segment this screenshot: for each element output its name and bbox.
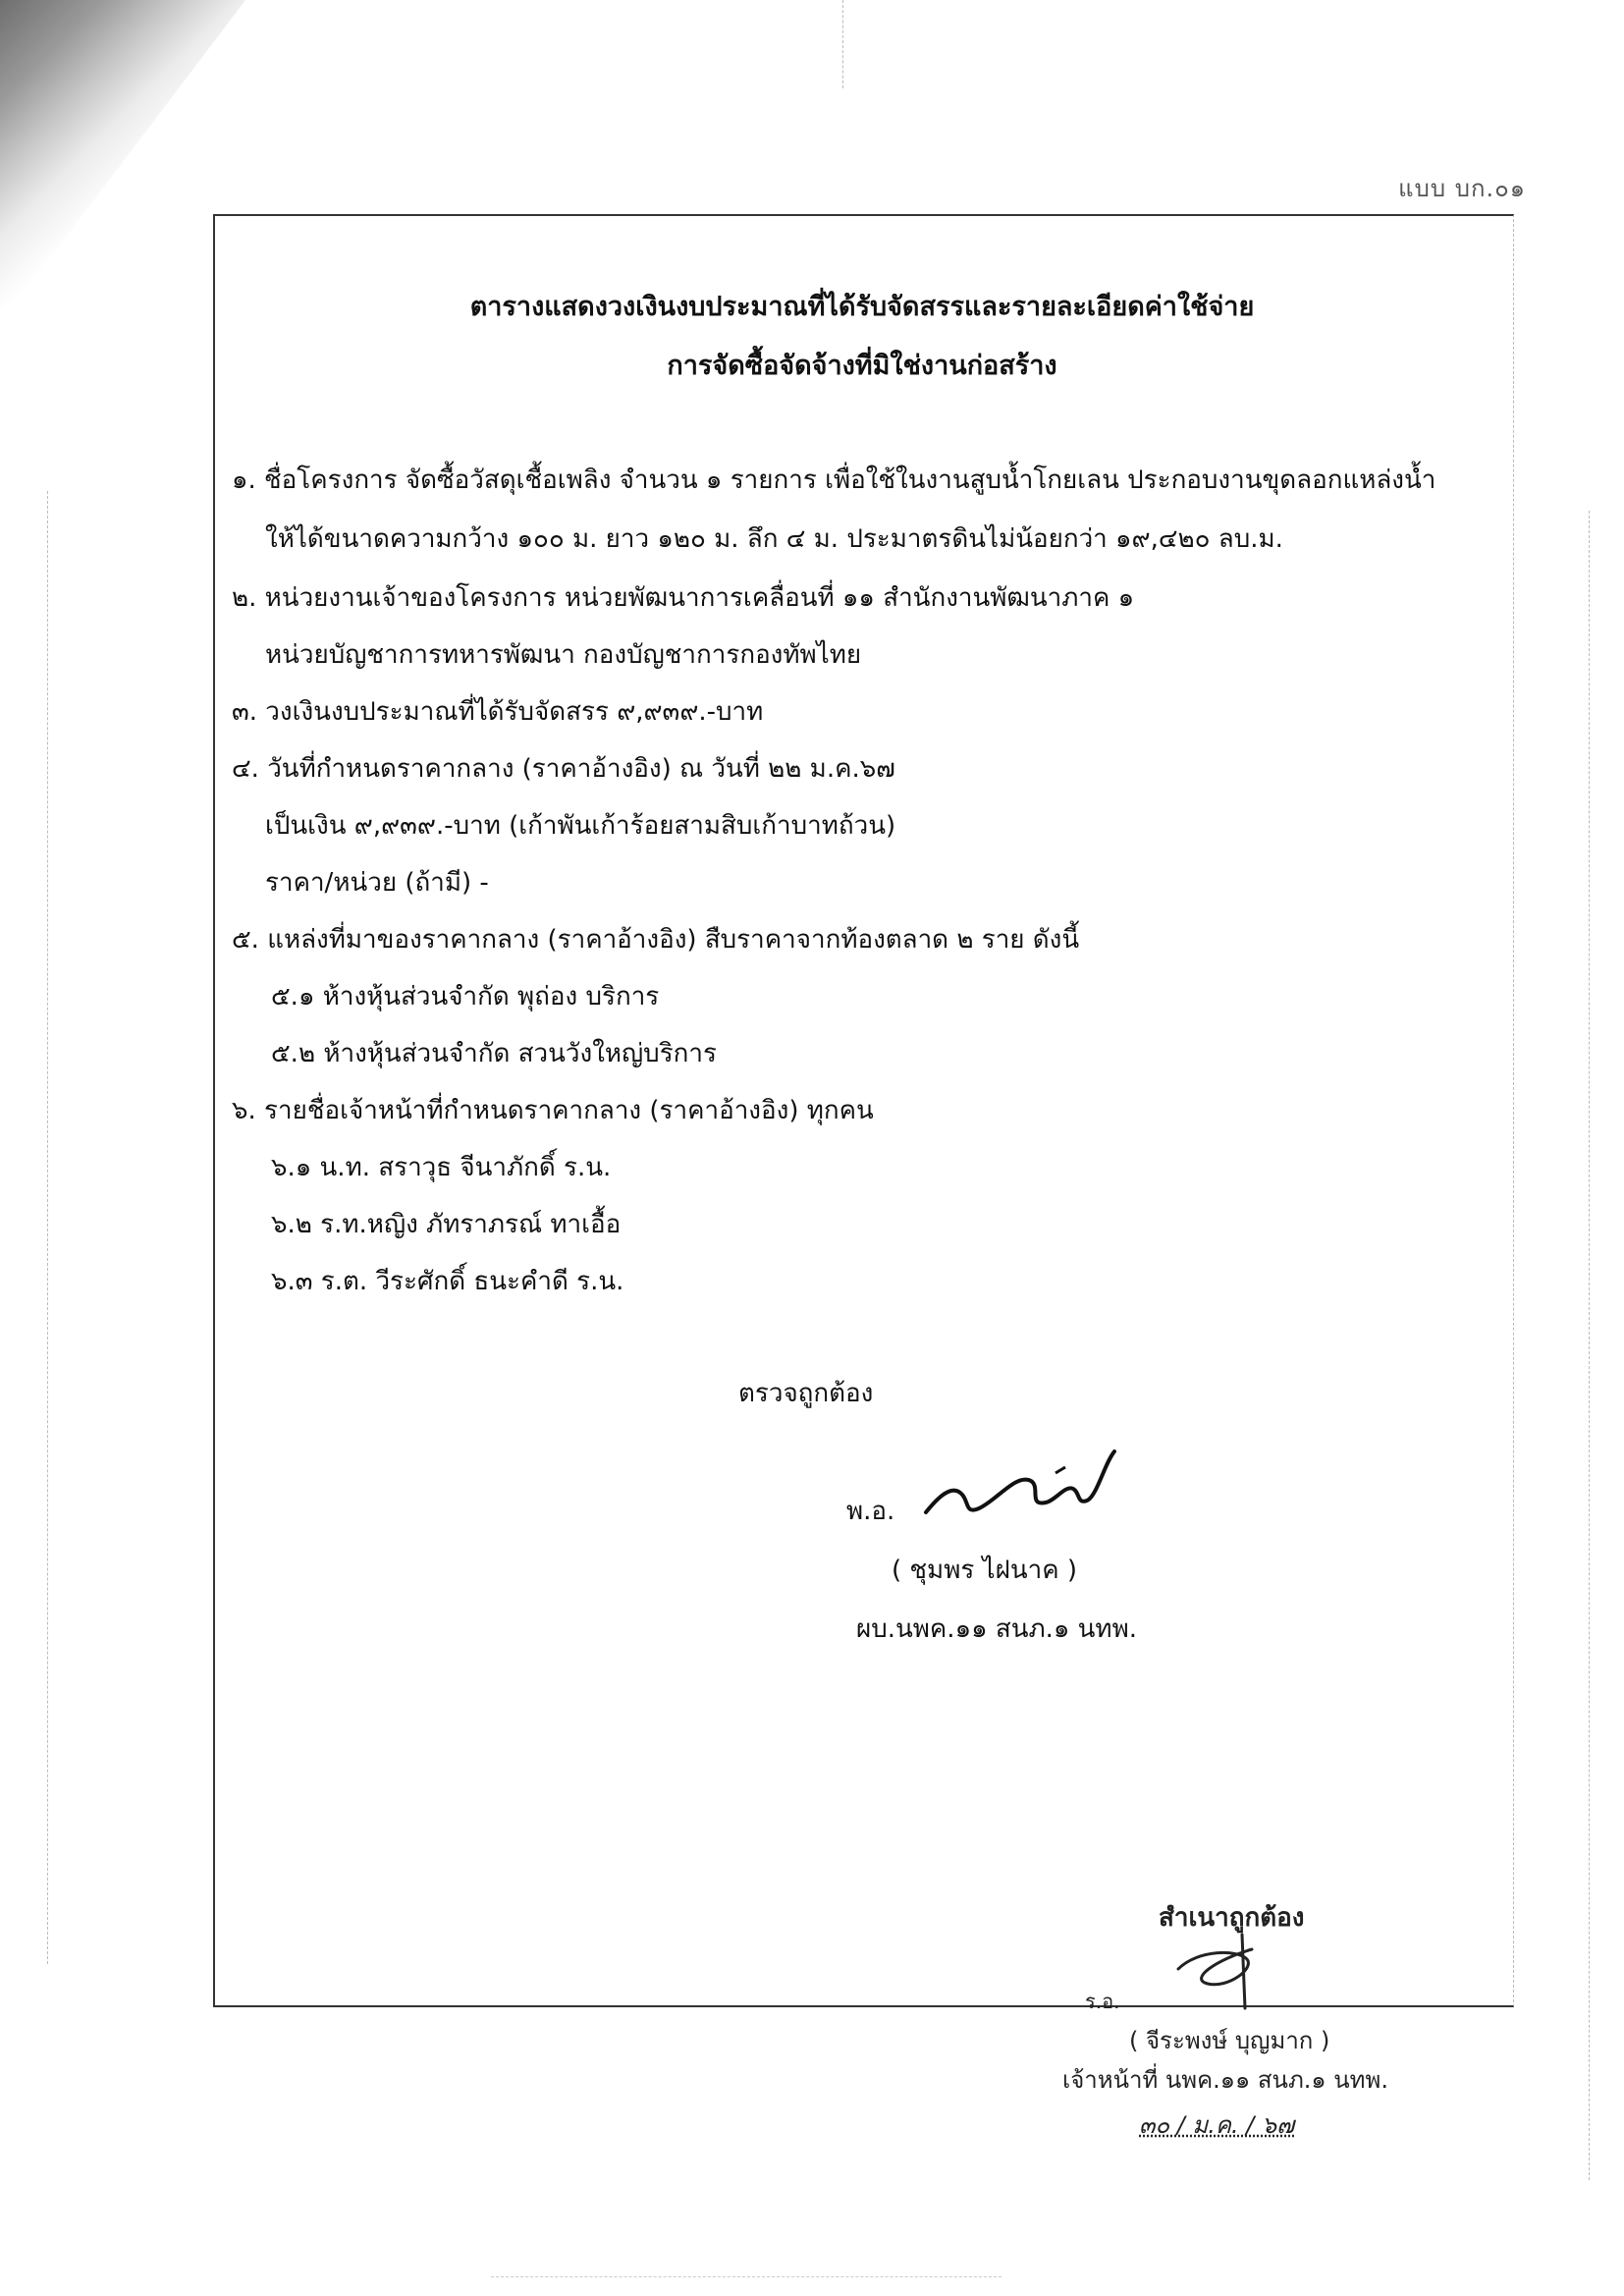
certified-copy-signature [1159,1930,1286,2013]
item-3-budget: ๓. วงเงินงบประมาณที่ได้รับจัดสรร ๙,๙๓๙.-บาท [232,697,764,727]
form-code: แบบ บก.๐๑ [1398,175,1526,202]
verification-label: ตรวจถูกต้อง [738,1379,874,1408]
scan-shadow [0,0,245,324]
item-5-2-vendor: ๕.๒ ห้างหุ้นส่วนจำกัด สวนวังใหญ่บริการ [271,1039,717,1068]
certified-copy-date: ๓๐ / ม.ค. / ๖๗ [1139,2111,1295,2139]
certified-copy-rank: ร.อ. [1085,1990,1120,2013]
item-4-amount: เป็นเงิน ๙,๙๓๙.-บาท (เก้าพันเก้าร้อยสามสิบเก้าบาทถ้วน) [265,811,896,841]
item-5-price-source: ๕. แหล่งที่มาของราคากลาง (ราคาอ้างอิง) สืบราคาจากท้องตลาด ๒ ราย ดังนี้ [232,925,1080,955]
item-6-3-official: ๖.๓ ร.ต. วีระศักดิ์ ธนะคำดี ร.น. [271,1267,624,1296]
verification-rank: พ.อ. [846,1497,895,1526]
verification-signature [918,1444,1124,1532]
verification-name: ( ชุมพร ไฝนาค ) [892,1556,1078,1585]
item-6-2-official: ๖.๒ ร.ท.หญิง ภัทราภรณ์ ทาเอื้อ [271,1210,622,1239]
document-subtitle: การจัดซื้อจัดจ้างที่มิใช่งานก่อสร้าง [667,351,1057,381]
verification-position: ผบ.นพค.๑๑ สนภ.๑ นทพ. [856,1614,1137,1644]
item-1-project-name: ๑. ชื่อโครงการ จัดซื้อวัสดุเชื้อเพลิง จำนวน ๑ รายการ เพื่อใช้ในงานสูบน้ำโกยเลน ประกอบงานขุดลอกแหล่งน้ำ [232,465,1436,495]
item-1-continuation: ให้ได้ขนาดความกว้าง ๑๐๐ ม. ยาว ๑๒๐ ม. ลึก ๔ ม. ประมาตรดินไม่น้อยกว่า ๑๙,๔๒๐ ลบ.ม. [265,524,1283,554]
document-title: ตารางแสดงวงเงินงบประมาณที่ได้รับจัดสรรและรายละเอียดค่าใช้จ่าย [469,292,1255,322]
item-4-reference-date: ๔. วันที่กำหนดราคากลาง (ราคาอ้างอิง) ณ วันที่ ๒๒ ม.ค.๖๗ [232,754,895,784]
item-4-unit-price: ราคา/หน่วย (ถ้ามี) - [265,868,489,898]
certified-copy-position: เจ้าหน้าที่ นพค.๑๑ สนภ.๑ นทพ. [1062,2066,1388,2094]
scan-artifact [491,2276,1001,2277]
scan-artifact [1589,511,1590,2180]
item-5-1-vendor: ๕.๑ ห้างหุ้นส่วนจำกัด พุถ่อง บริการ [271,982,660,1011]
item-2-continuation: หน่วยบัญชาการทหารพัฒนา กองบัญชาการกองทัพไทย [265,640,862,670]
item-6-officials: ๖. รายชื่อเจ้าหน้าที่กำหนดราคากลาง (ราคาอ้างอิง) ทุกคน [232,1096,874,1125]
scan-artifact [47,491,48,1964]
item-6-1-official: ๖.๑ น.ท. สราวุธ จีนาภักดิ์ ร.น. [271,1153,612,1182]
certified-copy-name: ( จีระพงษ์ บุญมาก ) [1129,2027,1330,2054]
scan-artifact [842,0,843,88]
item-2-owner-unit: ๒. หน่วยงานเจ้าของโครงการ หน่วยพัฒนาการเคลื่อนที่ ๑๑ สำนักงานพัฒนาภาค ๑ [232,583,1135,613]
certified-copy-label: สำเนาถูกต้อง [1159,1903,1305,1933]
